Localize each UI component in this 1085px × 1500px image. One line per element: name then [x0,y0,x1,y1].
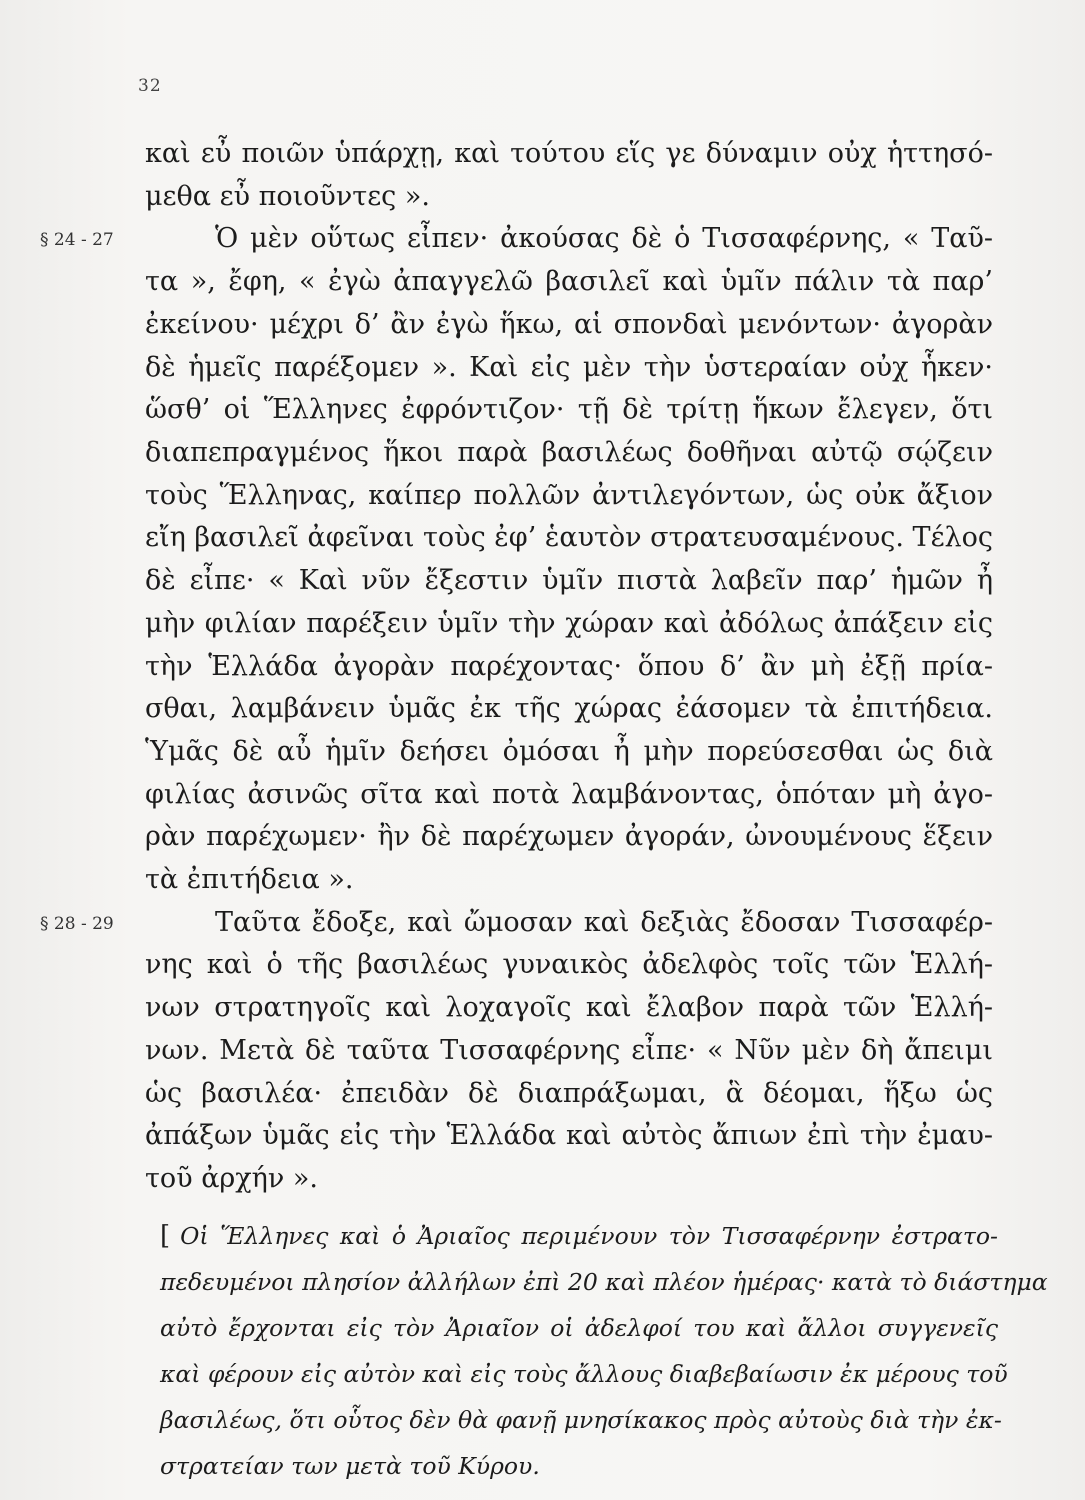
note-line: στρατείαν των μετὰ τοῦ Κύρου. [160,1452,540,1480]
text-line: τὴν Ἑλλάδα ἀγορὰν παρέχοντας· ὅπου δ’ ἂν μὴ ἐξῇ πρία- [145,651,993,682]
text-line: ρὰν παρέχωμεν· ἢν δὲ παρέχωμεν ἀγοράν, ὠνουμένους ἕξειν [145,821,993,852]
text-line: Ὁ μὲν οὕτως εἶπεν· ἀκούσας δὲ ὁ Τισσαφέρνης, « Ταῦ- [215,223,993,254]
note-line: βασιλέως, ὅτι οὗτος δὲν θὰ φανῇ μνησίκακος πρὸς αὐτοὺς διὰ τὴν ἐκ- [160,1406,1002,1434]
section-ref: § 28 - 29 [40,914,114,934]
text-line: Ὑμᾶς δὲ αὖ ἡμῖν δεήσει ὀμόσαι ἦ μὴν πορεύσεσθαι ὡς διὰ [145,736,993,767]
note-line: καὶ φέρουν εἰς αὐτὸν καὶ εἰς τοὺς ἄλλους διαβεβαίωσιν ἐκ μέρους τοῦ [160,1360,1008,1388]
text-line: μὴν φιλίαν παρέξειν ὑμῖν τὴν χώραν καὶ ἀδόλως ἀπάξειν εἰς [145,608,993,639]
text-line: νων. Μετὰ δὲ ταῦτα Τισσαφέρνης εἶπε· « Νῦν μὲν δὴ ἄπειμι [145,1035,993,1066]
note-line-text: Οἱ Ἕλληνες καὶ ὁ Ἀριαῖος περιμένουν τὸν Τισσαφέρνην ἐστρατο- [180,1222,998,1250]
text-line: καὶ εὖ ποιῶν ὑπάρχῃ, καὶ τούτου εἵς γε δύναμιν οὐχ ἡττησό- [145,138,993,169]
text-line: δὲ ἡμεῖς παρέξομεν ». Καὶ εἰς μὲν τὴν ὑστεραίαν οὐχ ἧκεν· [145,352,993,383]
text-line: τὰ ἐπιτήδεια ». [145,864,354,895]
page-number: 32 [138,76,162,96]
text-line: σθαι, λαμβάνειν ὑμᾶς ἐκ τῆς χώρας ἐάσομεν τὰ ἐπιτήδεια. [145,693,993,724]
text-line: διαπεπραγμένος ἥκοι παρὰ βασιλέως δοθῆναι αὐτῷ σῴζειν [145,437,993,468]
note-line: αὐτὸ ἔρχονται εἰς τὸν Ἀριαῖον οἱ ἀδελφοί του καὶ ἄλλοι συγγενεῖς [160,1314,998,1342]
note-bracket: [ [160,1221,171,1251]
text-line: τοὺς Ἕλληνας, καίπερ πολλῶν ἀντιλεγόντων, ὡς οὐκ ἄξιον [145,480,993,511]
text-line: ἀπάξων ὑμᾶς εἰς τὴν Ἑλλάδα καὶ αὐτὸς ἄπιων ἐπὶ τὴν ἐμαυ- [145,1120,993,1151]
note-line [160,1216,998,1256]
text-line: ὡς βασιλέα· ἐπειδὰν δὲ διαπράξωμαι, ἃ δέομαι, ἥξω ὡς [145,1078,993,1109]
note-line: πεδευμένοι πλησίον ἀλλήλων ἐπὶ 20 καὶ πλέον ἡμέρας· κατὰ τὸ διάστημα [160,1268,1048,1296]
text-line: ἐκείνου· μέχρι δ’ ἂν ἐγὼ ἥκω, αἱ σπονδαὶ μενόντων· ἀγορὰν [145,309,993,340]
text-line: δὲ εἶπε· « Καὶ νῦν ἔξεστιν ὑμῖν πιστὰ λαβεῖν παρ’ ἡμῶν ἦ [145,565,993,596]
text-line: εἴη βασιλεῖ ἀφεῖναι τοὺς ἐφ’ ἑαυτὸν στρατευσαμένους. Τέλος [145,522,994,553]
text-line: νης καὶ ὁ τῆς βασιλέως γυναικὸς ἀδελφὸς τοῖς τῶν Ἑλλή- [145,949,993,980]
text-line: μεθα εὖ ποιοῦντες ». [145,181,430,212]
text-line: Ταῦτα ἔδοξε, καὶ ὤμοσαν καὶ δεξιὰς ἔδοσαν Τισσαφέρ- [215,907,993,938]
text-line: τα », ἔφη, « ἐγὼ ἀπαγγελῶ βασιλεῖ καὶ ὑμῖν πάλιν τὰ παρ’ [145,266,993,297]
text-line: φιλίας ἀσινῶς σῖτα καὶ ποτὰ λαμβάνοντας, ὁπόταν μὴ ἀγο- [145,779,993,810]
text-line: ὥσθ’ οἱ Ἕλληνες ἐφρόντιζον· τῇ δὲ τρίτῃ ἥκων ἔλεγεν, ὅτι [145,394,993,425]
text-line: νων στρατηγοῖς καὶ λοχαγοῖς καὶ ἔλαβον παρὰ τῶν Ἑλλή- [145,992,993,1023]
text-line: τοῦ ἀρχήν ». [145,1163,318,1194]
section-ref: § 24 - 27 [40,230,114,250]
